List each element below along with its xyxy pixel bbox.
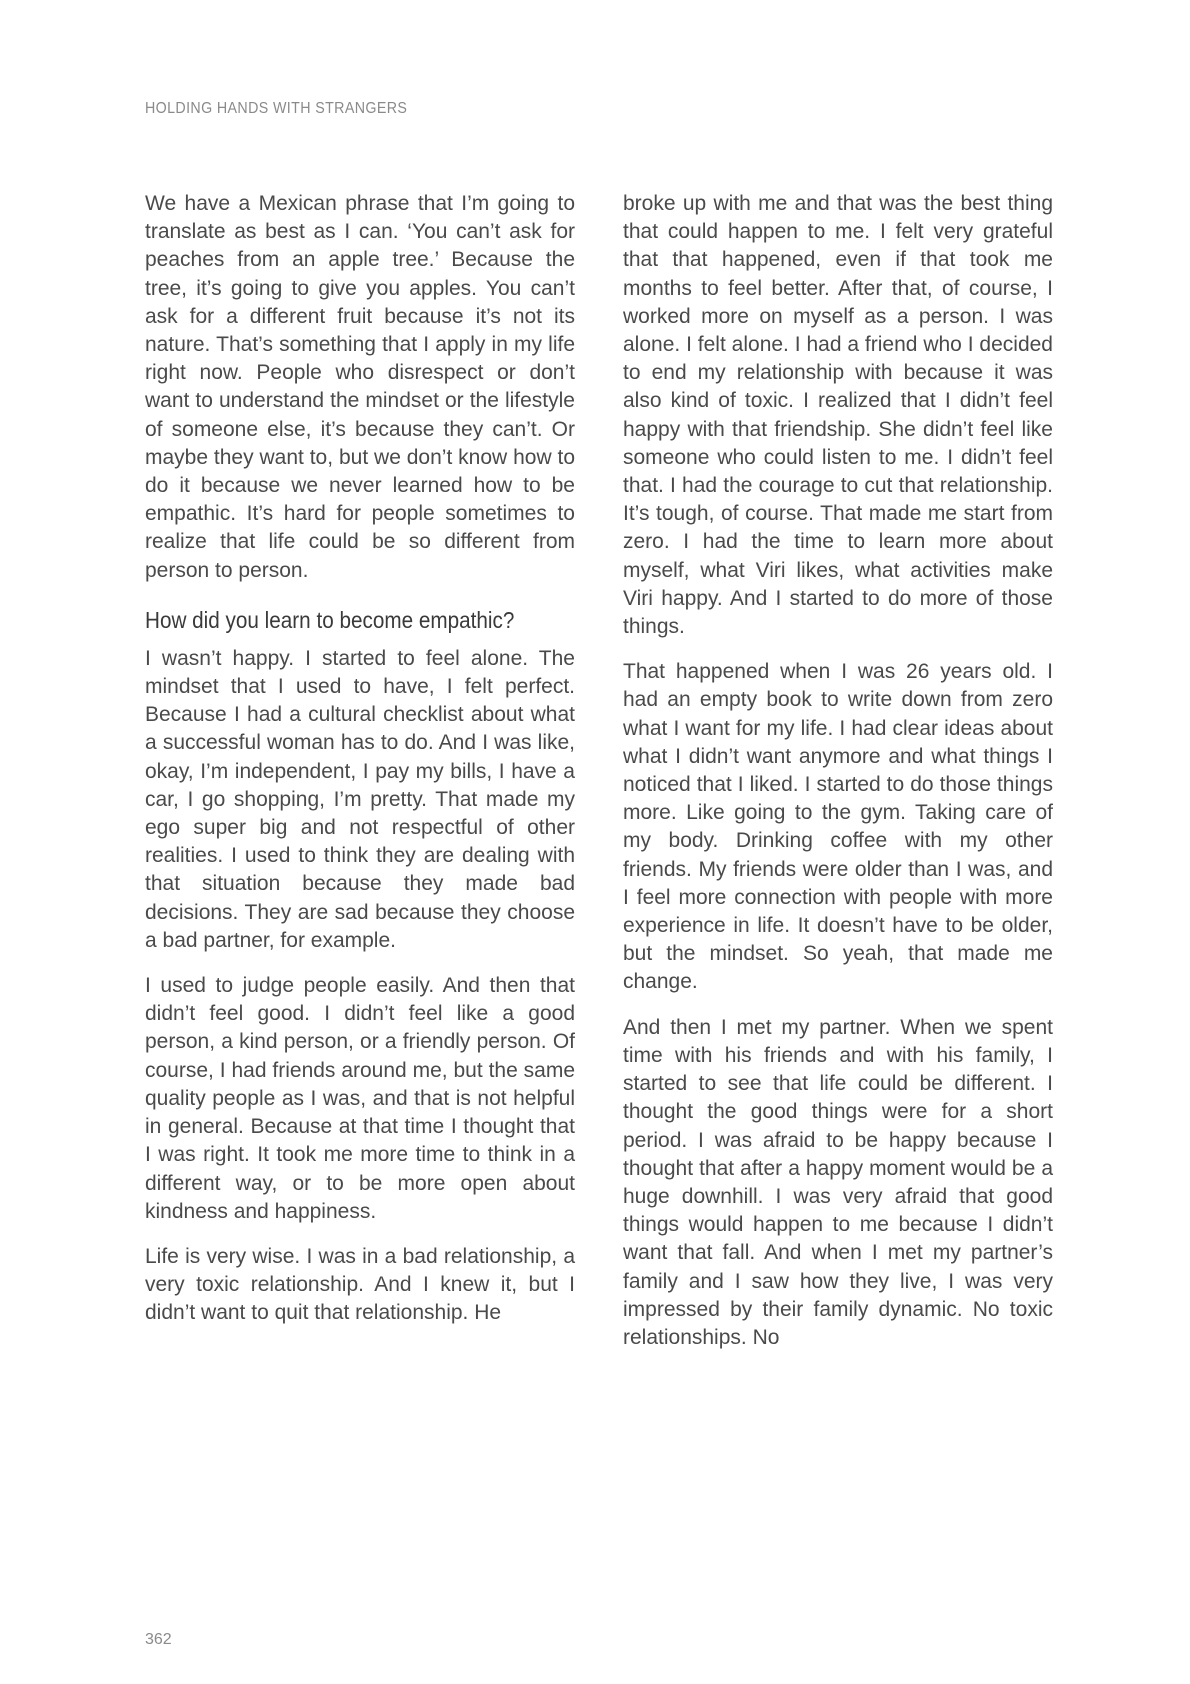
paragraph: I wasn’t happy. I started to feel alone. The mindset that I used to have, I felt perfect. Because I had a cultural checklist about what a successful woman has to do. And I was like, okay, I’m independent, I pay my bills, I have a car, I go shopping, I’m pretty. That made my ego super big and not respectful of other realities. I used to think they are dealing with that situation because they made bad decisions. They are sad because they choose a bad partner, for example. (145, 646, 575, 952)
paragraph: That happened when I was 26 years old. I had an empty book to write down from zero what I want for my life. I had clear ideas about what I didn’t want anymore and what things I noticed that I liked. I started to do those things more. Like going to the gym. Taking care of my body. Drinking coffee with my other friends. My friends were older than I was, and I feel more connection with people with more experience in life. It doesn’t have to be older, but the mindset. So yeah, that made me change. (623, 660, 1053, 994)
paragraph: We have a Mexican phrase that I’m going to translate as best as I can. ‘You can’t ask for peaches from an apple tree.’ Because the tree, it’s going to give you apples. You can’t ask for a different fruit because it’s not its nature. That’s something that I apply in my life right now. People who disrespect or don’t want to understand the mindset or the lifestyle of someone else, it’s because they can’t. Or maybe they want to, but we don’t know how to do it because we never learned how to be empathic. It’s hard for people sometimes to realize that life could be so different from person to person. (145, 192, 575, 582)
section-heading: How did you learn to become empathic? (145, 606, 515, 633)
paragraph: And then I met my partner. When we spent time with his friends and with his family, I started to see that life could be different. I thought the good things were for a short period. I was afraid to be happy because I thought that after a happy moment would be a huge downhill. I was very afraid that good things would happen to me because I didn’t want that fall. And when I met my partner’s family and I saw how they live, I was very impressed by their family dynamic. No toxic relationships. No (623, 1015, 1053, 1349)
right-column (623, 190, 1053, 1369)
page-number: 362 (145, 1631, 172, 1648)
paragraph: Life is very wise. I was in a bad relationship, a very toxic relationship. And I knew it, but I didn’t want to quit that relationship. He (145, 1244, 575, 1325)
paragraph: broke up with me and that was the best thing that could happen to me. I felt very grateful that that happened, even if that took me months to feel better. After that, of course, I worked more on myself as a person. I was alone. I felt alone. I had a friend who I decided to end my relationship with because it was also kind of toxic. I realized that I didn’t feel happy with that friendship. She didn’t feel like someone who could listen to me. I didn’t feel that. I had the courage to cut that relationship. It’s tough, of course. That made me start from zero. I had the time to learn more about myself, what Viri likes, what activities make Viri happy. And I started to do more of those things. (623, 192, 1053, 639)
left-column (145, 190, 575, 1345)
paragraph: I used to judge people easily. And then that didn’t feel good. I didn’t feel like a good person, a kind person, or a friendly person. Of course, I had friends around me, but the same quality people as I was, and that is not helpful in general. Because at that time I thought that I was right. It took me more time to think in a different way, or to be more open about kindness and happiness. (145, 974, 575, 1223)
running-header: HOLDING HANDS WITH STRANGERS (145, 100, 408, 117)
